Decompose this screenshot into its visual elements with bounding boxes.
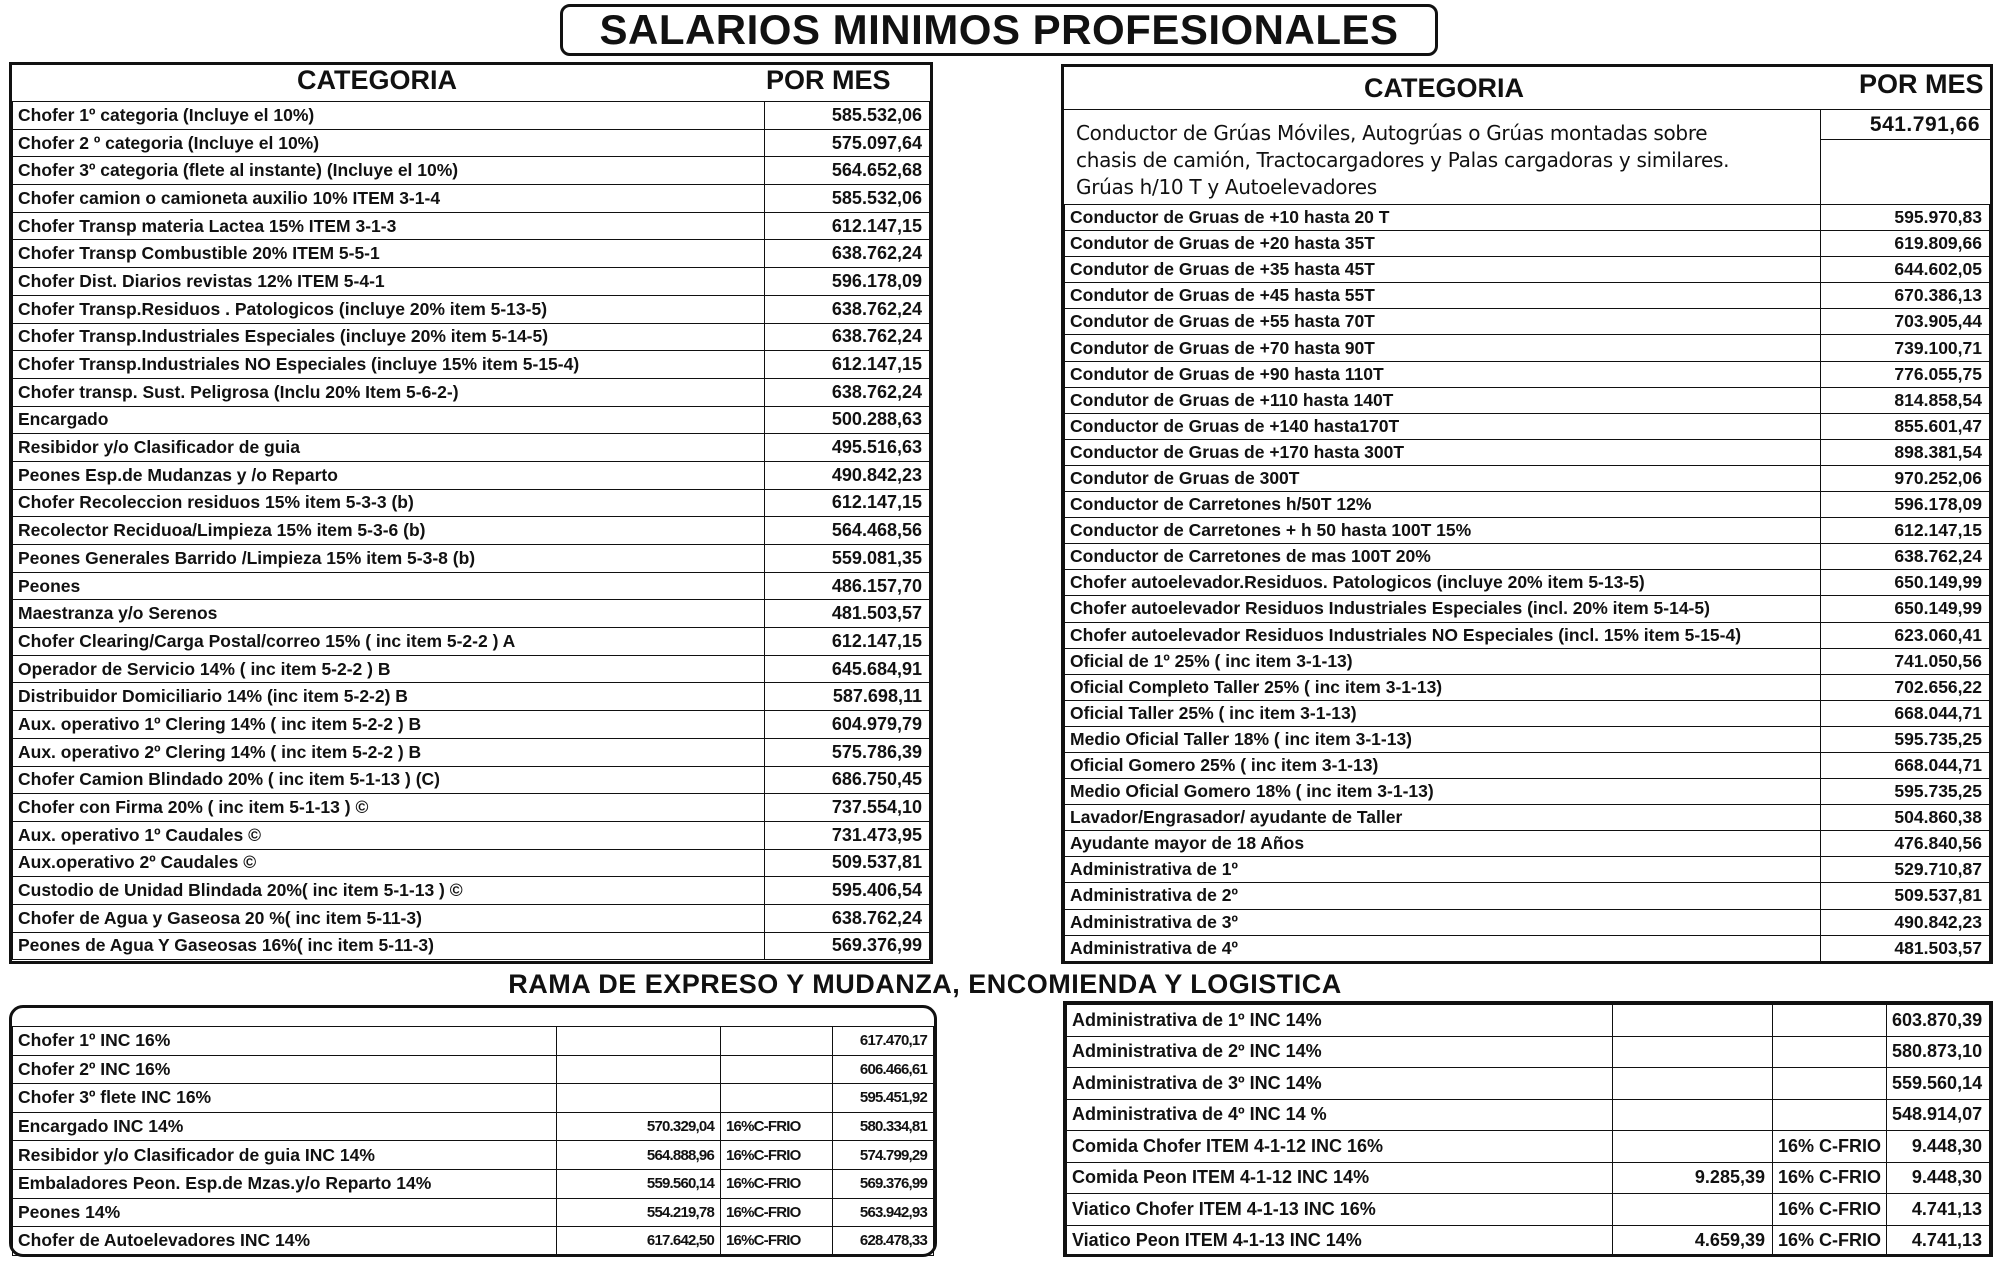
total-value-cell: 9.448,30 bbox=[1887, 1131, 1990, 1163]
table-row bbox=[1065, 909, 1990, 935]
salary-cell: 595.735,25 bbox=[1821, 779, 1990, 805]
salary-cell: 559.081,35 bbox=[765, 545, 930, 573]
left-salary-table bbox=[9, 62, 933, 964]
category-cell: Condutor de Gruas de +55 hasta 70T bbox=[1065, 309, 1821, 335]
salary-cell: 612.147,15 bbox=[765, 628, 930, 656]
table-row bbox=[1065, 335, 1990, 361]
salary-cell: 741.050,56 bbox=[1821, 648, 1990, 674]
total-value-cell: 606.466,61 bbox=[833, 1055, 934, 1084]
salary-cell: 638.762,24 bbox=[765, 378, 930, 406]
category-cell: Chofer 2 º categoria (Incluye el 10%) bbox=[13, 129, 765, 157]
category-cell: Chofer 1º categoria (Incluye el 10%) bbox=[13, 102, 765, 130]
table-row bbox=[1065, 596, 1990, 622]
salary-cell: 564.468,56 bbox=[765, 517, 930, 545]
base-value-cell: 4.659,39 bbox=[1613, 1225, 1773, 1257]
table-row bbox=[1067, 1131, 1990, 1163]
total-value-cell: 4.741,13 bbox=[1887, 1225, 1990, 1257]
admin-allowance-table-body bbox=[1066, 1004, 1990, 1257]
salary-cell: 638.762,24 bbox=[765, 295, 930, 323]
total-value-cell: 580.873,10 bbox=[1887, 1036, 1990, 1068]
cold-chain-cell bbox=[1773, 1036, 1887, 1068]
express-moving-table-body bbox=[12, 1026, 934, 1256]
table-row bbox=[1065, 883, 1990, 909]
salary-cell: 575.786,39 bbox=[765, 738, 930, 766]
salary-cell: 595.406,54 bbox=[765, 877, 930, 905]
table-row bbox=[1065, 205, 1990, 231]
salary-cell: 644.602,05 bbox=[1821, 257, 1990, 283]
category-cell: Encargado INC 14% bbox=[13, 1112, 557, 1141]
cold-chain-cell: 16%C-FRIO bbox=[721, 1227, 833, 1256]
base-value-cell bbox=[557, 1055, 721, 1084]
category-cell: Chofer 3º flete INC 16% bbox=[13, 1084, 557, 1113]
cold-chain-cell: 16% C-FRIO bbox=[1773, 1225, 1887, 1257]
table-row bbox=[13, 240, 930, 268]
base-value-cell: 570.329,04 bbox=[557, 1112, 721, 1141]
table-row bbox=[1065, 935, 1990, 961]
table-row bbox=[13, 212, 930, 240]
category-cell: Condutor de Gruas de +70 hasta 90T bbox=[1065, 335, 1821, 361]
table-row bbox=[1065, 779, 1990, 805]
salary-cell: 898.381,54 bbox=[1821, 439, 1990, 465]
total-value-cell: 569.376,99 bbox=[833, 1169, 934, 1198]
total-value-cell: 548.914,07 bbox=[1887, 1099, 1990, 1131]
table-row bbox=[1065, 361, 1990, 387]
salary-cell: 702.656,22 bbox=[1821, 674, 1990, 700]
table-row bbox=[13, 849, 930, 877]
category-cell: Distribuidor Domiciliario 14% (inc item 5-2-2) B bbox=[13, 683, 765, 711]
category-cell: Ayudante mayor de 18 Años bbox=[1065, 831, 1821, 857]
table-row bbox=[1065, 726, 1990, 752]
category-cell: Administrativa de 1º bbox=[1065, 857, 1821, 883]
category-cell: Chofer Dist. Diarios revistas 12% ITEM 5-4-1 bbox=[13, 268, 765, 296]
salary-cell: 486.157,70 bbox=[765, 572, 930, 600]
base-value-cell bbox=[557, 1084, 721, 1113]
table-row bbox=[13, 1112, 934, 1141]
salary-cell: 668.044,71 bbox=[1821, 700, 1990, 726]
category-cell: Chofer de Agua y Gaseosa 20 %( inc item 5-11-3) bbox=[13, 904, 765, 932]
table-row bbox=[1065, 492, 1990, 518]
table-row bbox=[13, 434, 930, 462]
category-cell: Comida Chofer ITEM 4-1-12 INC 16% bbox=[1067, 1131, 1613, 1163]
category-cell: Resibidor y/o Clasificador de guia bbox=[13, 434, 765, 462]
category-cell: Chofer Camion Blindado 20% ( inc item 5-1-13 ) (C) bbox=[13, 766, 765, 794]
salary-cell: 650.149,99 bbox=[1821, 570, 1990, 596]
table-row bbox=[1067, 1099, 1990, 1131]
salary-cell: 509.537,81 bbox=[765, 849, 930, 877]
category-cell: Administrativa de 4º bbox=[1065, 935, 1821, 961]
table-row bbox=[13, 1198, 934, 1227]
category-cell: Administrativa de 1º INC 14% bbox=[1067, 1005, 1613, 1037]
base-value-cell: 554.219,78 bbox=[557, 1198, 721, 1227]
salary-cell: 668.044,71 bbox=[1821, 752, 1990, 778]
table-row bbox=[1065, 387, 1990, 413]
category-cell: Chofer Transp.Residuos . Patologicos (incluye 20% item 5-13-5) bbox=[13, 295, 765, 323]
salary-cell: 737.554,10 bbox=[765, 794, 930, 822]
category-cell: Chofer autoelevador.Residuos. Patologicos (incluye 20% item 5-13-5) bbox=[1065, 570, 1821, 596]
category-cell: Chofer Clearing/Carga Postal/correo 15% ( inc item 5-2-2 ) A bbox=[13, 628, 765, 656]
category-cell: Administrativa de 2º bbox=[1065, 883, 1821, 909]
table-row bbox=[1065, 700, 1990, 726]
cold-chain-cell bbox=[721, 1027, 833, 1056]
category-cell: Conductor de Gruas de +10 hasta 20 T bbox=[1065, 205, 1821, 231]
crane-operator-value: 541.791,66 bbox=[1820, 110, 1990, 140]
category-cell: Viatico Peon ITEM 4-1-13 INC 14% bbox=[1067, 1225, 1613, 1257]
table-row bbox=[13, 904, 930, 932]
total-value-cell: 595.451,92 bbox=[833, 1084, 934, 1113]
salary-cell: 490.842,23 bbox=[765, 461, 930, 489]
base-value-cell bbox=[1613, 1068, 1773, 1100]
category-cell: Administrativa de 3º INC 14% bbox=[1067, 1068, 1613, 1100]
admin-allowance-table bbox=[1063, 1001, 1993, 1257]
total-value-cell: 559.560,14 bbox=[1887, 1068, 1990, 1100]
category-cell: Oficial Taller 25% ( inc item 3-1-13) bbox=[1065, 700, 1821, 726]
salary-cell: 504.860,38 bbox=[1821, 805, 1990, 831]
crane-description-line: chasis de camión, Tractocargadores y Palas cargadoras y similares. bbox=[1076, 148, 1730, 172]
total-value-cell: 574.799,29 bbox=[833, 1141, 934, 1170]
salary-cell: 509.537,81 bbox=[1821, 883, 1990, 909]
cold-chain-cell: 16%C-FRIO bbox=[721, 1198, 833, 1227]
salary-cell: 814.858,54 bbox=[1821, 387, 1990, 413]
category-cell: Conductor de Carretones h/50T 12% bbox=[1065, 492, 1821, 518]
category-cell: Peones de Agua Y Gaseosas 16%( inc item 5-11-3) bbox=[13, 932, 765, 960]
table-row bbox=[13, 102, 930, 130]
salary-cell: 619.809,66 bbox=[1821, 231, 1990, 257]
table-row bbox=[13, 1141, 934, 1170]
salary-cell: 638.762,24 bbox=[765, 240, 930, 268]
category-cell: Chofer Recoleccion residuos 15% item 5-3-3 (b) bbox=[13, 489, 765, 517]
category-cell: Conductor de Carretones de mas 100T 20% bbox=[1065, 544, 1821, 570]
express-moving-table bbox=[9, 1005, 937, 1257]
category-cell: Condutor de Gruas de +45 hasta 55T bbox=[1065, 283, 1821, 309]
cold-chain-cell: 16%C-FRIO bbox=[721, 1112, 833, 1141]
category-cell: Chofer 3º categoria (flete al instante) (Incluye el 10%) bbox=[13, 157, 765, 185]
category-cell: Medio Oficial Gomero 18% ( inc item 3-1-13) bbox=[1065, 779, 1821, 805]
table-row bbox=[1065, 831, 1990, 857]
salary-cell: 776.055,75 bbox=[1821, 361, 1990, 387]
table-row bbox=[13, 351, 930, 379]
table-row bbox=[13, 655, 930, 683]
table-row bbox=[1065, 257, 1990, 283]
category-cell: Conductor de Carretones + h 50 hasta 100T 15% bbox=[1065, 518, 1821, 544]
category-cell: Medio Oficial Taller 18% ( inc item 3-1-13) bbox=[1065, 726, 1821, 752]
table-row bbox=[13, 295, 930, 323]
category-cell: Chofer transp. Sust. Peligrosa (Inclu 20% Item 5-6-2-) bbox=[13, 378, 765, 406]
category-cell: Resibidor y/o Clasificador de guia INC 14% bbox=[13, 1141, 557, 1170]
table-row bbox=[1067, 1005, 1990, 1037]
cold-chain-cell: 16% C-FRIO bbox=[1773, 1131, 1887, 1163]
base-value-cell: 9.285,39 bbox=[1613, 1162, 1773, 1194]
salary-cell: 585.532,06 bbox=[765, 102, 930, 130]
crane-description-line: Conductor de Grúas Móviles, Autogrúas o Grúas montadas sobre bbox=[1076, 121, 1708, 145]
category-cell: Peones Esp.de Mudanzas y /o Reparto bbox=[13, 461, 765, 489]
category-cell: Viatico Chofer ITEM 4-1-13 INC 16% bbox=[1067, 1194, 1613, 1226]
table-row bbox=[1067, 1162, 1990, 1194]
salary-cell: 686.750,45 bbox=[765, 766, 930, 794]
category-cell: Peones bbox=[13, 572, 765, 600]
category-cell: Recolector Reciduoa/Limpieza 15% item 5-3-6 (b) bbox=[13, 517, 765, 545]
table-row bbox=[1065, 283, 1990, 309]
category-cell: Chofer de Autoelevadores INC 14% bbox=[13, 1227, 557, 1256]
salary-cell: 739.100,71 bbox=[1821, 335, 1990, 361]
table-row bbox=[13, 877, 930, 905]
salary-cell: 970.252,06 bbox=[1821, 465, 1990, 491]
cold-chain-cell: 16% C-FRIO bbox=[1773, 1162, 1887, 1194]
salary-cell: 500.288,63 bbox=[765, 406, 930, 434]
category-cell: Aux.operativo 2º Caudales © bbox=[13, 849, 765, 877]
category-cell: Condutor de Gruas de +35 hasta 45T bbox=[1065, 257, 1821, 283]
section-title: RAMA DE EXPRESO Y MUDANZA, ENCOMIENDA Y LOGISTICA bbox=[508, 969, 1342, 999]
category-cell: Peones 14% bbox=[13, 1198, 557, 1227]
base-value-cell: 564.888,96 bbox=[557, 1141, 721, 1170]
salary-cell: 595.970,83 bbox=[1821, 205, 1990, 231]
table-row bbox=[13, 517, 930, 545]
salary-cell: 575.097,64 bbox=[765, 129, 930, 157]
table-row bbox=[1065, 622, 1990, 648]
right-header-value: POR MES bbox=[1859, 69, 1984, 99]
salary-cell: 612.147,15 bbox=[1821, 518, 1990, 544]
table-row bbox=[1067, 1036, 1990, 1068]
cold-chain-cell bbox=[721, 1055, 833, 1084]
table-row bbox=[13, 185, 930, 213]
table-row bbox=[1065, 518, 1990, 544]
cold-chain-cell bbox=[1773, 1005, 1887, 1037]
category-cell: Chofer Transp Combustible 20% ITEM 5-5-1 bbox=[13, 240, 765, 268]
base-value-cell bbox=[1613, 1194, 1773, 1226]
table-row bbox=[1065, 309, 1990, 335]
page-title: SALARIOS MINIMOS PROFESIONALES bbox=[560, 4, 1438, 56]
base-value-cell bbox=[1613, 1099, 1773, 1131]
salary-cell: 623.060,41 bbox=[1821, 622, 1990, 648]
salary-cell: 703.905,44 bbox=[1821, 309, 1990, 335]
category-cell: Custodio de Unidad Blindada 20%( inc item 5-1-13 ) © bbox=[13, 877, 765, 905]
category-cell: Embaladores Peon. Esp.de Mzas.y/o Reparto 14% bbox=[13, 1169, 557, 1198]
category-cell: Maestranza y/o Serenos bbox=[13, 600, 765, 628]
salary-cell: 490.842,23 bbox=[1821, 909, 1990, 935]
salary-cell: 587.698,11 bbox=[765, 683, 930, 711]
table-row bbox=[1067, 1068, 1990, 1100]
table-row bbox=[13, 794, 930, 822]
category-cell: Administrativa de 4º INC 14 % bbox=[1067, 1099, 1613, 1131]
base-value-cell: 559.560,14 bbox=[557, 1169, 721, 1198]
table-row bbox=[1065, 752, 1990, 778]
table-row bbox=[1067, 1225, 1990, 1257]
category-cell: Chofer camion o camioneta auxilio 10% ITEM 3-1-4 bbox=[13, 185, 765, 213]
salary-cell: 529.710,87 bbox=[1821, 857, 1990, 883]
category-cell: Operador de Servicio 14% ( inc item 5-2-2 ) B bbox=[13, 655, 765, 683]
category-cell: Administrativa de 3º bbox=[1065, 909, 1821, 935]
table-row bbox=[13, 545, 930, 573]
right-salary-table bbox=[1061, 64, 1993, 964]
category-cell: Comida Peon ITEM 4-1-12 INC 14% bbox=[1067, 1162, 1613, 1194]
salary-cell: 638.762,24 bbox=[765, 323, 930, 351]
table-row bbox=[13, 766, 930, 794]
salary-cell: 595.735,25 bbox=[1821, 726, 1990, 752]
salary-cell: 495.516,63 bbox=[765, 434, 930, 462]
salary-cell: 612.147,15 bbox=[765, 351, 930, 379]
salary-cell: 481.503,57 bbox=[1821, 935, 1990, 961]
table-row bbox=[1065, 674, 1990, 700]
cold-chain-cell bbox=[1773, 1099, 1887, 1131]
table-row bbox=[13, 572, 930, 600]
table-row bbox=[13, 129, 930, 157]
right-table-body bbox=[1064, 204, 1990, 962]
table-row bbox=[13, 378, 930, 406]
category-cell: Chofer 1º INC 16% bbox=[13, 1027, 557, 1056]
category-cell: Chofer Transp.Industriales Especiales (incluye 20% item 5-14-5) bbox=[13, 323, 765, 351]
total-value-cell: 9.448,30 bbox=[1887, 1162, 1990, 1194]
salary-cell: 731.473,95 bbox=[765, 821, 930, 849]
total-value-cell: 603.870,39 bbox=[1887, 1005, 1990, 1037]
table-row bbox=[1065, 857, 1990, 883]
category-cell: Aux. operativo 2º Clering 14% ( inc item 5-2-2 ) B bbox=[13, 738, 765, 766]
cold-chain-cell bbox=[1773, 1068, 1887, 1100]
cold-chain-cell: 16%C-FRIO bbox=[721, 1141, 833, 1170]
category-cell: Chofer autoelevador Residuos Industriales NO Especiales (incl. 15% item 5-15-4) bbox=[1065, 622, 1821, 648]
salary-cell: 650.149,99 bbox=[1821, 596, 1990, 622]
category-cell: Conductor de Gruas de +140 hasta170T bbox=[1065, 413, 1821, 439]
total-value-cell: 4.741,13 bbox=[1887, 1194, 1990, 1226]
table-row bbox=[1065, 570, 1990, 596]
category-cell: Peones Generales Barrido /Limpieza 15% item 5-3-8 (b) bbox=[13, 545, 765, 573]
salary-cell: 585.532,06 bbox=[765, 185, 930, 213]
table-row bbox=[13, 600, 930, 628]
table-row bbox=[1065, 439, 1990, 465]
cold-chain-cell bbox=[721, 1084, 833, 1113]
salary-cell: 476.840,56 bbox=[1821, 831, 1990, 857]
total-value-cell: 628.478,33 bbox=[833, 1227, 934, 1256]
table-row bbox=[13, 323, 930, 351]
table-row bbox=[13, 489, 930, 517]
table-row bbox=[13, 628, 930, 656]
left-header-category: CATEGORIA bbox=[297, 65, 457, 95]
base-value-cell: 617.642,50 bbox=[557, 1227, 721, 1256]
category-cell: Lavador/Engrasador/ ayudante de Taller bbox=[1065, 805, 1821, 831]
table-row bbox=[13, 157, 930, 185]
salary-cell: 481.503,57 bbox=[765, 600, 930, 628]
category-cell: Chofer Transp materia Lactea 15% ITEM 3-1-3 bbox=[13, 212, 765, 240]
left-header-value: POR MES bbox=[766, 65, 891, 95]
base-value-cell bbox=[1613, 1131, 1773, 1163]
category-cell: Aux. operativo 1º Caudales © bbox=[13, 821, 765, 849]
category-cell: Condutor de Gruas de +90 hasta 110T bbox=[1065, 361, 1821, 387]
salary-cell: 596.178,09 bbox=[1821, 492, 1990, 518]
category-cell: Condutor de Gruas de +110 hasta 140T bbox=[1065, 387, 1821, 413]
table-row bbox=[13, 683, 930, 711]
table-row bbox=[1067, 1194, 1990, 1226]
salary-cell: 670.386,13 bbox=[1821, 283, 1990, 309]
table-row bbox=[13, 932, 930, 960]
base-value-cell bbox=[557, 1027, 721, 1056]
category-cell: Chofer 2º INC 16% bbox=[13, 1055, 557, 1084]
table-row bbox=[1065, 648, 1990, 674]
salary-cell: 569.376,99 bbox=[765, 932, 930, 960]
category-cell: Encargado bbox=[13, 406, 765, 434]
salary-cell: 638.762,24 bbox=[1821, 544, 1990, 570]
salary-cell: 612.147,15 bbox=[765, 212, 930, 240]
base-value-cell bbox=[1613, 1036, 1773, 1068]
table-row bbox=[13, 461, 930, 489]
salary-cell: 564.652,68 bbox=[765, 157, 930, 185]
table-row bbox=[13, 1227, 934, 1256]
cold-chain-cell: 16% C-FRIO bbox=[1773, 1194, 1887, 1226]
table-row bbox=[13, 738, 930, 766]
salary-cell: 612.147,15 bbox=[765, 489, 930, 517]
table-row bbox=[1065, 465, 1990, 491]
left-table-body bbox=[12, 101, 930, 960]
right-header-category: CATEGORIA bbox=[1364, 73, 1524, 103]
crane-description-line: Grúas h/10 T y Autoelevadores bbox=[1076, 175, 1377, 199]
table-row bbox=[13, 268, 930, 296]
category-cell: Chofer con Firma 20% ( inc item 5-1-13 ) © bbox=[13, 794, 765, 822]
total-value-cell: 617.470,17 bbox=[833, 1027, 934, 1056]
table-row bbox=[1065, 231, 1990, 257]
category-cell: Oficial Gomero 25% ( inc item 3-1-13) bbox=[1065, 752, 1821, 778]
category-cell: Condutor de Gruas de 300T bbox=[1065, 465, 1821, 491]
crane-operator-row bbox=[1064, 109, 1990, 204]
category-cell: Administrativa de 2º INC 14% bbox=[1067, 1036, 1613, 1068]
table-row bbox=[1065, 413, 1990, 439]
table-row bbox=[13, 1055, 934, 1084]
cold-chain-cell: 16%C-FRIO bbox=[721, 1169, 833, 1198]
total-value-cell: 580.334,81 bbox=[833, 1112, 934, 1141]
table-row bbox=[1065, 805, 1990, 831]
base-value-cell bbox=[1613, 1005, 1773, 1037]
table-row bbox=[13, 1084, 934, 1113]
salary-cell: 638.762,24 bbox=[765, 904, 930, 932]
salary-cell: 855.601,47 bbox=[1821, 413, 1990, 439]
crane-operator-description bbox=[1076, 120, 1856, 201]
category-cell: Chofer autoelevador Residuos Industriales Especiales (incl. 20% item 5-14-5) bbox=[1065, 596, 1821, 622]
category-cell: Aux. operativo 1º Clering 14% ( inc item 5-2-2 ) B bbox=[13, 711, 765, 739]
table-row bbox=[13, 1027, 934, 1056]
salary-cell: 645.684,91 bbox=[765, 655, 930, 683]
salary-cell: 596.178,09 bbox=[765, 268, 930, 296]
total-value-cell: 563.942,93 bbox=[833, 1198, 934, 1227]
category-cell: Conductor de Gruas de +170 hasta 300T bbox=[1065, 439, 1821, 465]
table-row bbox=[13, 711, 930, 739]
salary-cell: 604.979,79 bbox=[765, 711, 930, 739]
table-row bbox=[13, 406, 930, 434]
table-row bbox=[13, 1169, 934, 1198]
table-row bbox=[1065, 544, 1990, 570]
category-cell: Oficial de 1º 25% ( inc item 3-1-13) bbox=[1065, 648, 1821, 674]
category-cell: Chofer Transp.Industriales NO Especiales (incluye 15% item 5-15-4) bbox=[13, 351, 765, 379]
category-cell: Condutor de Gruas de +20 hasta 35T bbox=[1065, 231, 1821, 257]
table-row bbox=[13, 821, 930, 849]
category-cell: Oficial Completo Taller 25% ( inc item 3-1-13) bbox=[1065, 674, 1821, 700]
